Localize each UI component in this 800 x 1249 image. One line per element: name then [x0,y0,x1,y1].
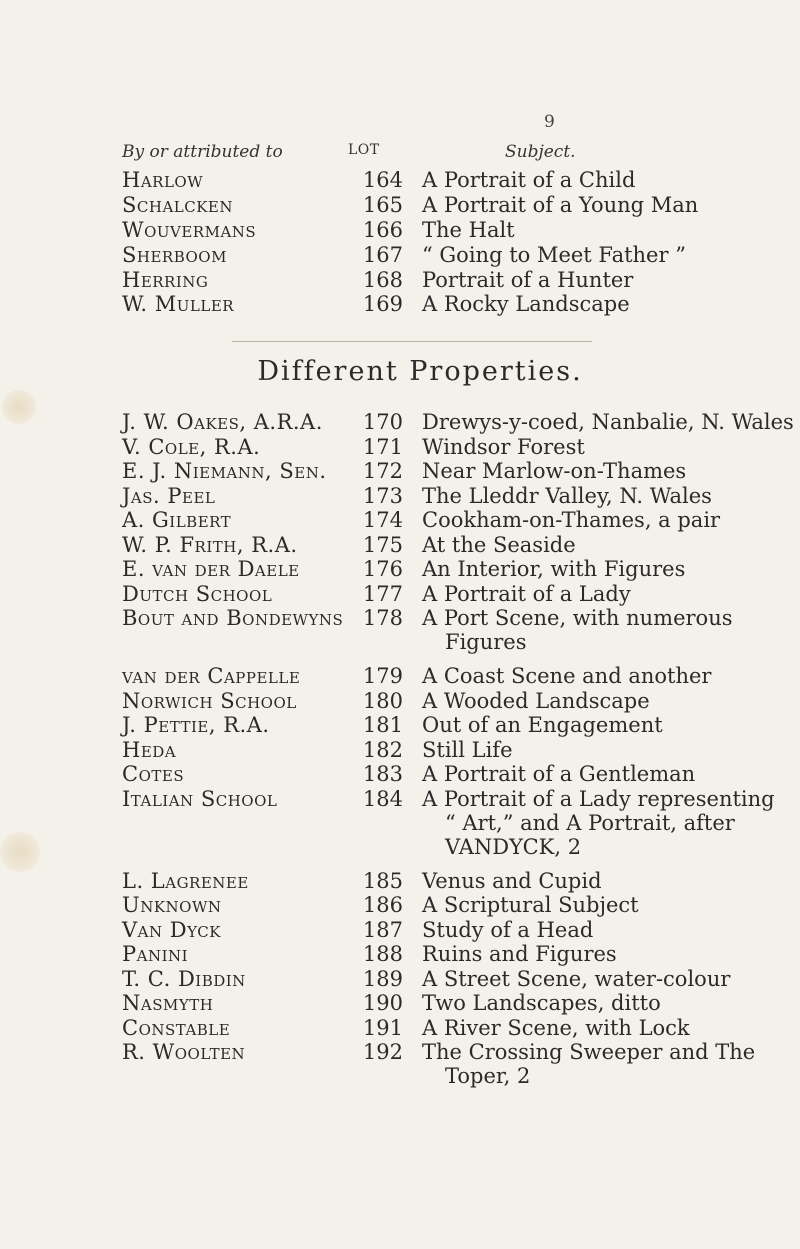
subject-title: Ruins and Figures [422,942,617,966]
artist-name: Wouvermans [122,218,257,242]
subject-title: The Halt [422,218,515,242]
subject-title: Study of a Head [422,918,594,942]
artist-name: Nasmyth [122,991,214,1015]
subject-title: A Wooded Landscape [422,689,650,713]
artist-name: Dutch School [122,582,273,606]
lot-number: 188 [362,942,403,966]
subject-title: Windsor Forest [422,435,585,459]
catalogue-row [0,891,800,919]
subject-title: An Interior, with Figures [422,557,686,581]
artist-name: Schalcken [122,193,233,217]
lot-number: 182 [362,738,403,762]
subject-continuation: VANDYCK, 2 [445,835,582,859]
subject-title: A Portrait of a Lady representing [422,787,775,811]
artist-name: W. Muller [122,292,235,316]
artist-name: van der Cappelle [122,664,301,688]
subject-title: A Portrait of a Child [422,168,636,192]
subject-title: The Crossing Sweeper and The [422,1040,756,1064]
lot-number: 189 [362,967,403,991]
lot-number: 169 [362,292,403,316]
artist-name: Cotes [122,762,185,786]
artist-name: T. C. Dibdin [122,967,246,991]
subject-continuation: “ Art,” and A Portrait, after [445,811,735,835]
catalogue-row [0,408,800,436]
artist-name: Jas. Peel [122,484,216,508]
artist-name: Unknown [122,893,222,917]
lot-number: 180 [362,689,403,713]
artist-name: W. P. Frith, R.A. [122,533,298,557]
subject-title: Venus and Cupid [422,869,602,893]
artist-name: Heda [122,738,177,762]
lot-number: 186 [362,893,403,917]
subject-title: Drewys-y-coed, Nanbalie, N. Wales [422,410,794,434]
lot-number: 172 [362,459,403,483]
catalogue-row [0,166,800,194]
lot-number: 184 [362,787,403,811]
lot-number: 164 [362,168,403,192]
catalogue-row [0,216,800,244]
lot-number: 177 [362,582,403,606]
subject-title: A Street Scene, water-colour [422,967,731,991]
artist-name: Harlow [122,168,204,192]
subject-title: A River Scene, with Lock [422,1016,690,1040]
catalogue-row [0,457,800,485]
artist-name: R. Woolten [122,1040,246,1064]
subject-title: At the Seaside [422,533,576,557]
lot-number: 187 [362,918,403,942]
artist-name: J. W. Oakes, A.R.A. [122,410,323,434]
artist-name: Constable [122,1016,231,1040]
lot-number: 168 [362,268,403,292]
subject-title: Near Marlow-on-Thames [422,459,687,483]
artist-name: Italian School [122,787,278,811]
artist-name: V. Cole, R.A. [122,435,261,459]
section-divider [232,341,592,342]
catalogue-row [0,555,800,583]
subject-title: “ Going to Meet Father ” [422,243,686,267]
subject-title: Portrait of a Hunter [422,268,634,292]
lot-number: 173 [362,484,403,508]
catalogue-row-continuation [0,833,800,861]
artist-name: L. Lagrenee [122,869,249,893]
section-title: Different Properties. [257,356,583,387]
artist-name: A. Gilbert [122,508,232,532]
artist-name: Norwich School [122,689,297,713]
lot-number: 175 [362,533,403,557]
subject-title: Cookham-on-Thames, a pair [422,508,721,532]
subject-title: A Portrait of a Gentleman [422,762,696,786]
catalogue-row [0,940,800,968]
column-header-lot: LOT [348,142,380,158]
artist-name: E. van der Daele [122,557,300,581]
lot-number: 181 [362,713,403,737]
catalogue-row [0,711,800,739]
lot-number: 178 [362,606,403,630]
artist-name: Sherboom [122,243,227,267]
lot-number: 185 [362,869,403,893]
catalogue-row [0,506,800,534]
subject-title: Out of an Engagement [422,713,663,737]
lot-number: 170 [362,410,403,434]
lot-number: 191 [362,1016,403,1040]
catalogue-row [0,989,800,1017]
subject-title: Still Life [422,738,513,762]
lot-number: 171 [362,435,403,459]
subject-title: A Portrait of a Lady [422,582,631,606]
artist-name: Bout and Bondewyns [122,606,344,630]
catalogue-row-continuation [0,1062,800,1090]
column-header-artist: By or attributed to [122,142,283,162]
lot-number: 192 [362,1040,403,1064]
lot-number: 179 [362,664,403,688]
subject-title: The Lleddr Valley, N. Wales [422,484,712,508]
lot-number: 165 [362,193,403,217]
lot-number: 166 [362,218,403,242]
subject-title: A Scriptural Subject [422,893,639,917]
catalogue-row [0,662,800,690]
subject-title: A Rocky Landscape [422,292,630,316]
artist-name: Herring [122,268,209,292]
subject-title: Two Landscapes, ditto [422,991,661,1015]
lot-number: 190 [362,991,403,1015]
lot-number: 174 [362,508,403,532]
artist-name: Van Dyck [122,918,221,942]
catalogue-row [0,290,800,318]
subject-title: A Portrait of a Young Man [422,193,699,217]
artist-name: J. Pettie, R.A. [122,713,270,737]
artist-name: Panini [122,942,189,966]
lot-number: 167 [362,243,403,267]
page-number: 9 [544,112,555,132]
artist-name: E. J. Niemann, Sen. [122,459,327,483]
catalogue-row-continuation [0,628,800,656]
catalogue-row [0,760,800,788]
subject-continuation: Figures [445,630,527,654]
subject-title: A Coast Scene and another [422,664,712,688]
column-header-subject: Subject. [505,142,576,162]
subject-title: A Port Scene, with numerous [422,606,733,630]
lot-number: 176 [362,557,403,581]
catalogue-row [0,191,800,219]
catalogue-row [0,241,800,269]
lot-number: 183 [362,762,403,786]
subject-continuation: Toper, 2 [445,1064,531,1088]
